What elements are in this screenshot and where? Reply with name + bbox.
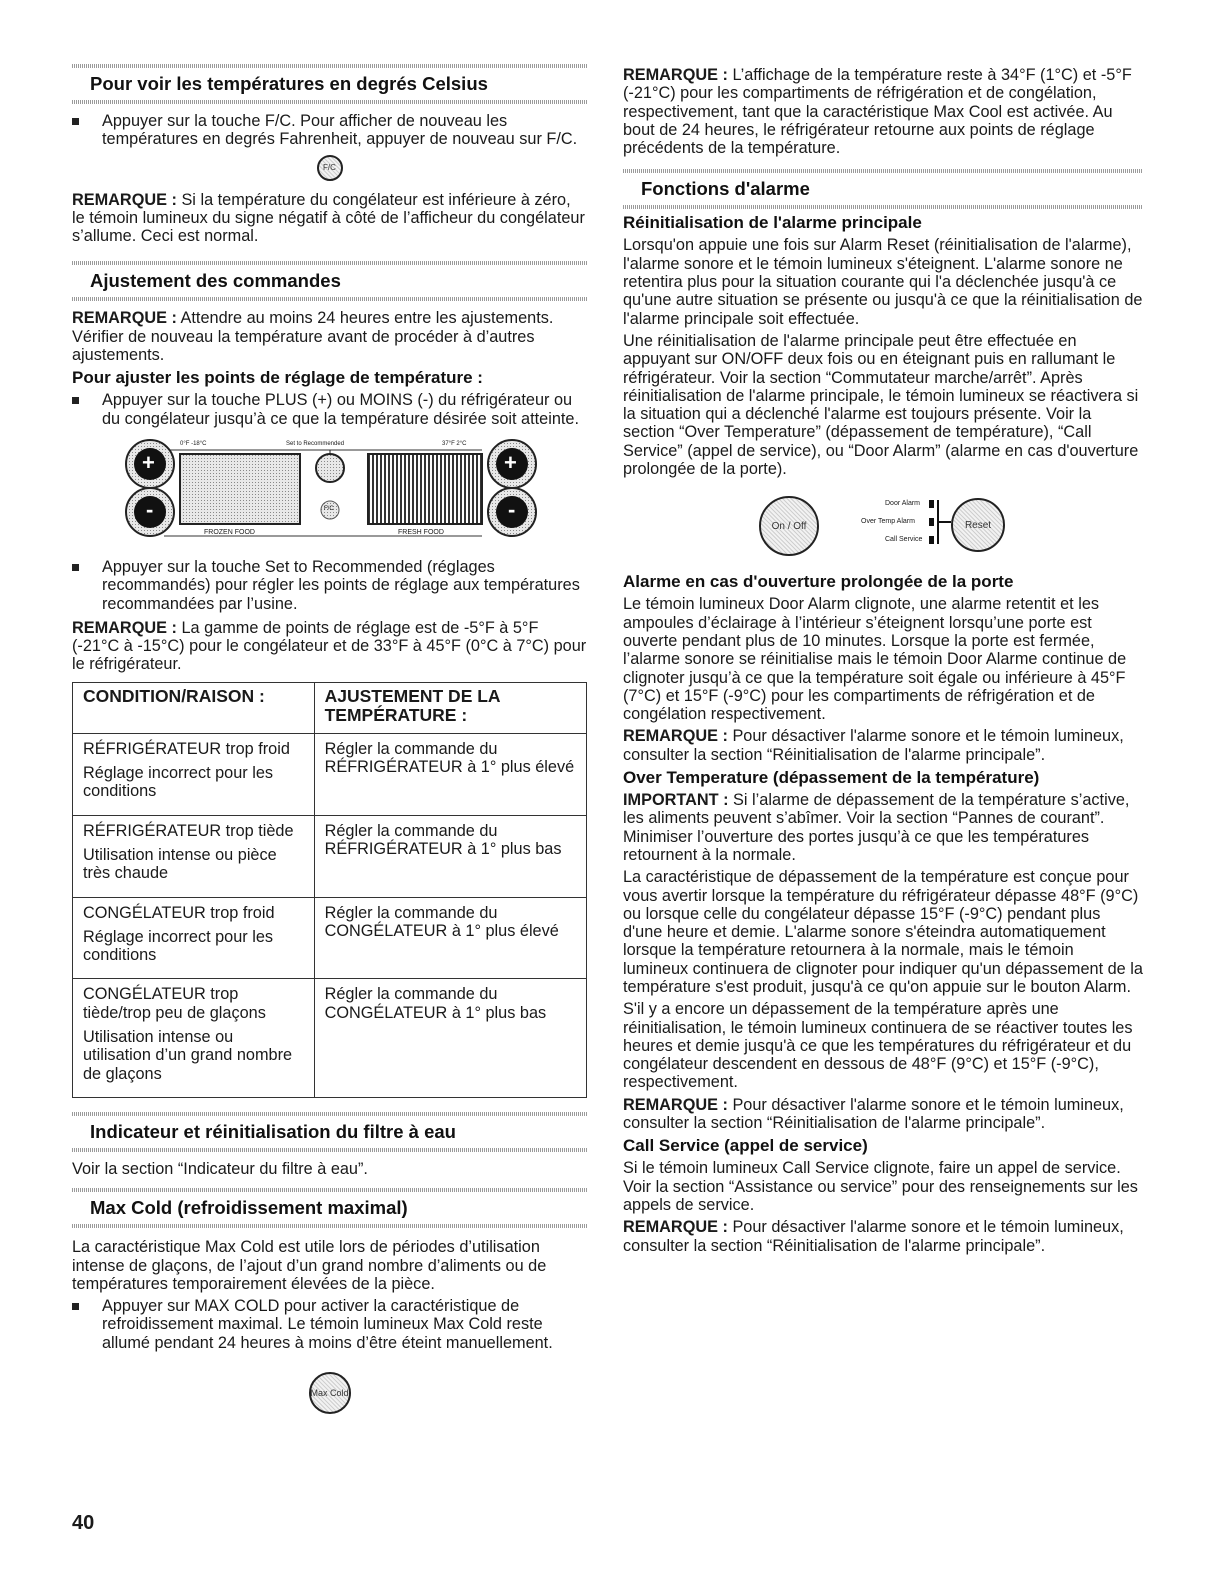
heading-filter: Indicateur et réinitialisation du filtre à eau — [90, 1120, 456, 1142]
panel-left-range: 0°F -18°C — [180, 440, 207, 447]
important-over-temp: IMPORTANT : Si l’alarme de dépassement de la température s’active, les aliments peuvent s’abîmer. Voir la section “Pannes de courant”. Minimiser l’ouverture des portes jusqu’à ce que les températures retournent à la normale. — [623, 791, 1130, 864]
table-cell: RÉFRIGÉRATEUR trop froid — [83, 739, 290, 758]
note-call-service: REMARQUE : Pour désactiver l'alarme sonore et le témoin lumineux, consulter la section “Réinitialisation de l'alarme principale”. — [623, 1218, 1124, 1255]
panel-right-range: 37°F 2°C — [442, 440, 467, 447]
section-rule — [72, 1148, 587, 1152]
note-freezer-negative: REMARQUE : Si la température du congélateur est inférieure à zéro, le témoin lumineux du signe négatif à côté de l’afficheur du congélateur s’allume. Ceci est normal. — [72, 190, 585, 246]
table-row — [73, 815, 587, 897]
adjust-bullet: Appuyer sur la touche PLUS (+) ou MOINS (-) du réfrigérateur ou du congélateur jusqu’à ce que la température désirée soit atteinte. — [72, 391, 587, 428]
table-header-condition: CONDITION/RAISON : — [73, 682, 315, 733]
call-service-led — [929, 536, 934, 544]
call-service-paragraph: Si le témoin lumineux Call Service clignote, faire un appel de service. Voir la section “Assistance ou service” pour des renseignements sur les appels de service. — [623, 1159, 1138, 1214]
recommended-bullet: Appuyer sur la touche Set to Recommended (réglages recommandés) pour régler les points de réglage aux températures recommandées par l’usine. — [72, 558, 587, 613]
section-rule — [72, 1224, 587, 1228]
note-max-cool-display: REMARQUE : L’affichage de la température reste à 34°F (1°C) et -5°F (-21°C) pour les compartiments de réfrigération et de congélation, respectivement, tant que la caractéristique Max Cool est activée. Au bout de 24 heures, le réfrigérateur retourne aux points de réglage précédents de la température. — [623, 66, 1132, 158]
table-cell: Utilisation intense ou pièce très chaude — [83, 845, 277, 883]
overtemp-alarm-label: Over Temp Alarm — [861, 518, 915, 526]
subheading-adjust-points: Pour ajuster les points de réglage de température : — [72, 368, 483, 388]
table-row — [73, 733, 587, 815]
heading-celsius: Pour voir les températures en degrés Celsius — [90, 73, 488, 94]
table-header-adjustment: AJUSTEMENT DE LA TEMPÉRATURE : — [314, 682, 586, 733]
filter-text: Voir la section “Indicateur du filtre à eau”. — [72, 1159, 368, 1178]
section-rule — [623, 169, 1143, 173]
table-row — [73, 979, 587, 1097]
note-door-alarm: REMARQUE : Pour désactiver l'alarme sonore et le témoin lumineux, consulter la section “Réinitialisation de l'alarme principale”. — [623, 727, 1124, 764]
left-column — [72, 62, 587, 1422]
alarm-panel-illustration — [623, 486, 1143, 566]
reset-paragraph-1: Lorsqu'on appuie une fois sur Alarm Reset (réinitialisation de l'alarme), l'alarme sonore et le témoin lumineux s'éteignent. L'alarme sonore ne retentira plus pour la situation courante qui l'a déclenchée jusqu'à ce qu'une autre situation se présente ou jusqu'à ce que la réinitialisation de l'alarme principale soit effectuée. — [623, 236, 1143, 328]
table-cell: Utilisation intense ou utilisation d’un grand nombre de glaçons — [83, 1028, 293, 1083]
section-rule — [72, 64, 587, 68]
table-row — [73, 897, 587, 979]
table-cell: CONGÉLATEUR trop tiède/trop peu de glaçons — [83, 985, 266, 1022]
heading-adjust: Ajustement des commandes — [90, 270, 341, 292]
subheading-main-reset: Réinitialisation de l'alarme principale — [623, 213, 922, 233]
panel-plus-right: + — [504, 449, 517, 475]
subheading-call-service: Call Service (appel de service) — [623, 1136, 868, 1156]
on-off-button-icon: On / Off — [759, 496, 819, 556]
door-alarm-led — [929, 500, 934, 508]
over-temp-paragraph-3: S'il y a encore un dépassement de la température après une réinitialisation, le témoin lumineux continuera de se réactiver toutes les heures et demie jusqu'à ce que les températures du réfrigérateur et du congélateur descendent en dessous de 48°F (9°C) et 15°F (-9°C), respectivement. — [623, 1000, 1133, 1092]
section-rule — [623, 205, 1143, 209]
note-setpoint-range: REMARQUE : La gamme de points de réglage est de -5°F à 5°F (-21°C à -15°C) pour le congélateur et de 33°F à 45°F (0°C à 7°C) pour le réfrigérateur. — [72, 618, 587, 674]
table-cell: Régler la commande du CONGÉLATEUR à 1° plus élevé — [324, 903, 559, 940]
subheading-door-alarm: Alarme en cas d'ouverture prolongée de la porte — [623, 572, 1014, 592]
table-cell: RÉFRIGÉRATEUR trop tiède — [83, 821, 294, 840]
maxcold-bullet: Appuyer sur MAX COLD pour activer la caractéristique de refroidissement maximal. Le témoin lumineux Max Cold reste allumé pendant 24 heures à moins d’être éteint manuellement. — [72, 1297, 587, 1352]
panel-set-label: Set to Recommended — [286, 440, 345, 447]
panel-frozen-label: FROZEN FOOD — [204, 528, 255, 536]
note-over-temp: REMARQUE : Pour désactiver l'alarme sonore et le témoin lumineux, consulter la section “Réinitialisation de l'alarme principale”. — [623, 1095, 1124, 1133]
section-rule — [72, 1188, 587, 1192]
section-rule — [72, 1112, 587, 1116]
right-column — [623, 62, 1143, 1259]
door-alarm-label: Door Alarm — [885, 500, 921, 508]
adjustment-table — [72, 682, 587, 1098]
table-cell: Régler la commande du RÉFRIGÉRATEUR à 1° plus bas — [324, 821, 562, 858]
section-rule — [72, 261, 587, 265]
max-cold-button-icon: Max Cold — [309, 1372, 351, 1414]
bracket-line — [937, 521, 951, 523]
control-panel-illustration — [72, 434, 587, 552]
section-rule — [72, 100, 587, 104]
panel-fc-label: F/C — [324, 505, 334, 512]
table-cell: Réglage incorrect pour les conditions — [83, 764, 274, 801]
fc-button-icon: F/C — [317, 155, 343, 181]
page-number: 40 — [72, 1512, 95, 1534]
reset-paragraph-2: Une réinitialisation de l'alarme principale peut être effectuée en appuyant sur ON/OFF deux fois ou en éteignant puis en rallumant le réfrigérateur. Voir la section “Commutateur marche/arrêt”. Après réinitialisation de l'alarme principale, le témoin lumineux se réactivera si la situation qui a déclenché l'alarme est toujours présente. Voir la section “Over Temperature” (dépassement de température), “Call Service” (appel de service), ou “Door Alarm” (alarme en cas d'ouverture prolongée de la porte). — [623, 331, 1139, 479]
celsius-bullet: Appuyer sur la touche F/C. Pour afficher de nouveau les températures en degrés Fahrenheit, appuyer de nouveau sur F/C. — [72, 112, 587, 149]
subheading-over-temp: Over Temperature (dépassement de la température) — [623, 768, 1040, 788]
panel-fresh-label: FRESH FOOD — [398, 528, 444, 536]
over-temp-paragraph-2: La caractéristique de dépassement de la température est conçue pour vous avertir lorsque la température du réfrigérateur dépasse 48°F (9°C) ou lorsque celle du congélateur dépasse 15°F (-9°C) pendant plus d'une heure et demie. L'alarme sonore s'éteindra automatiquement lorsque la température retournera à la normale, mais le témoin lumineux continuera de clignoter pour indiquer qu'un dépassement de la température s'est produit, jusqu'à ce qu'on appuie sur le bouton Alarm. — [623, 868, 1143, 996]
call-service-label: Call Service — [885, 536, 923, 544]
panel-plus-left: + — [142, 449, 155, 475]
door-alarm-paragraph: Le témoin lumineux Door Alarm clignote, une alarme retentit et les ampoules d’éclairage à l’intérieur s’éteignent lorsqu’une porte est ouverte pendant plus de 10 minutes. Lorsque la porte est fermée, l’alarme sonore se réinitialise mais le témoin Door Alarme continue de clignoter jusqu’à ce que la température soit égale ou inférieure à 45°F (7°C) et 15°F (-9°C) pour les compartiments de réfrigération et de congélation respectivement. — [623, 595, 1127, 724]
maxcold-text: La caractéristique Max Cold est utile lors de périodes d’utilisation intense de glaçons, de l’ajout d’un grand nombre d’aliments ou de températures temporairement élevées de la pièce. — [72, 1238, 547, 1293]
heading-alarm: Fonctions d'alarme — [641, 178, 810, 200]
overtemp-led — [929, 518, 934, 526]
table-cell: Régler la commande du RÉFRIGÉRATEUR à 1° plus élevé — [324, 739, 575, 777]
panel-minus-right: - — [508, 496, 516, 522]
section-rule — [72, 297, 587, 301]
table-cell: Réglage incorrect pour les conditions — [83, 927, 274, 965]
panel-minus-left: - — [146, 496, 154, 522]
note-wait-24h: REMARQUE : Attendre au moins 24 heures entre les ajustements. Vérifier de nouveau la température avant de procéder à d’autres ajustements. — [72, 309, 554, 365]
table-cell: Régler la commande du CONGÉLATEUR à 1° plus bas — [324, 985, 547, 1022]
reset-button-icon: Reset — [951, 498, 1005, 552]
heading-maxcold: Max Cold (refroidissement maximal) — [90, 1197, 408, 1219]
table-cell: CONGÉLATEUR trop froid — [83, 903, 275, 922]
